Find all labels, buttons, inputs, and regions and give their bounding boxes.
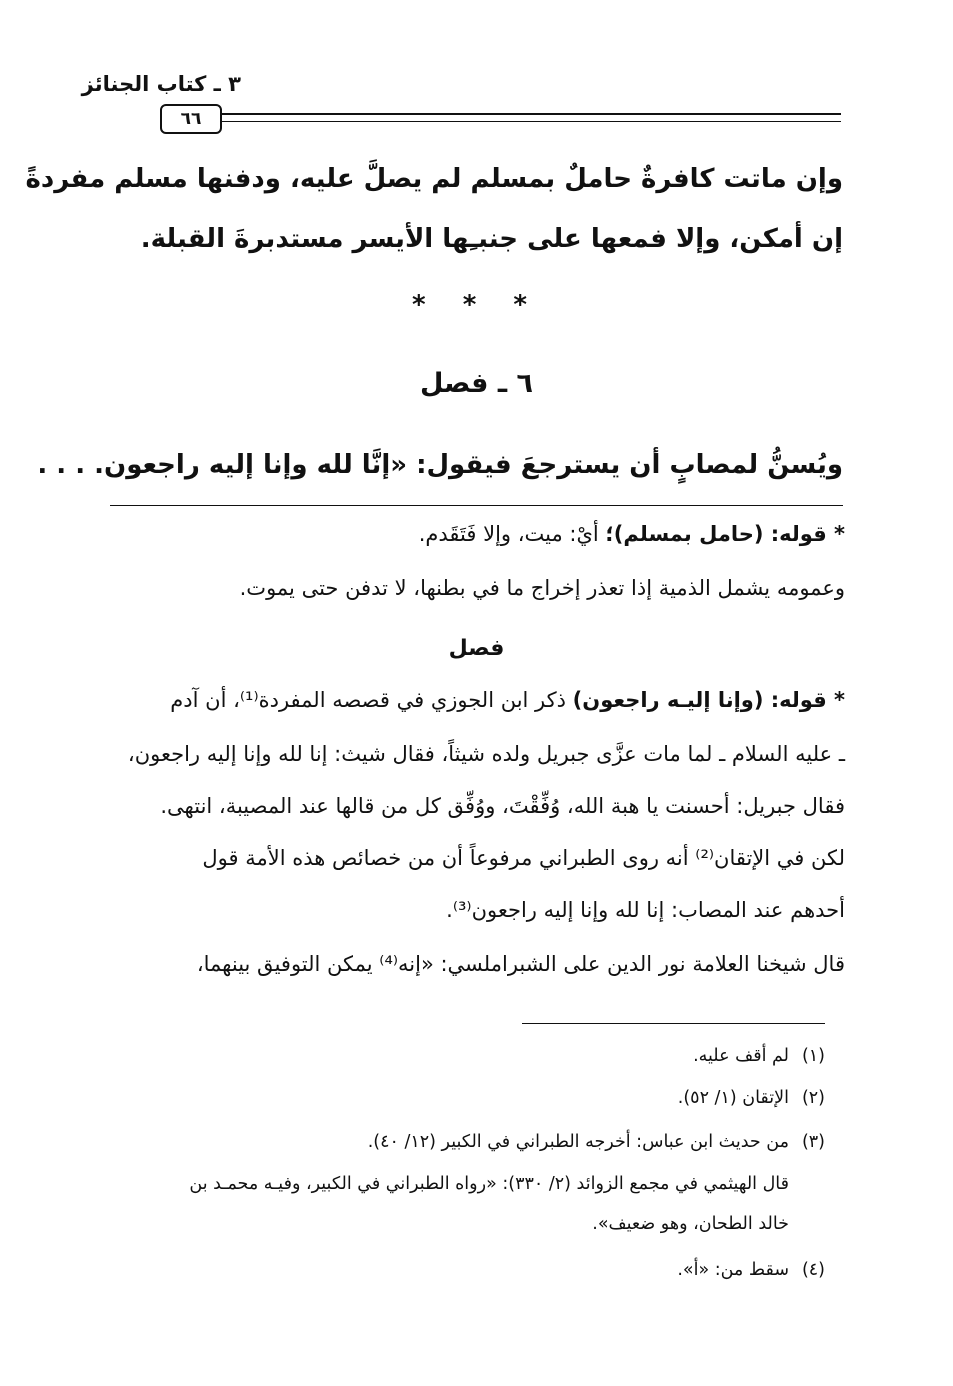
footnote-1 <box>115 1046 825 1066</box>
footnote-3-continuation-line-1: قال الهيثمي في مجمع الزوائد (٢/ ٣٣٠): «رواه الطبراني في الكبير، وفيـه محمـد بن <box>189 1174 789 1194</box>
header-rule <box>218 113 841 122</box>
commentary-label: * قوله: (حامل بمسلم)؛ <box>605 522 845 546</box>
footnote-divider <box>522 1023 825 1024</box>
commentary-paragraph-5: قال شيخنا العلامة نور الدين على الشبراملسي: «إنه⁽⁴⁾ يمكن التوفيق بينهما، <box>196 952 845 976</box>
running-header-title: ٣ ـ كتاب الجنائز <box>81 72 241 96</box>
footnote-number: (٤) <box>801 1260 825 1280</box>
matn-line-2: إن أمكن، وإلا فمعها على جنبـِها الأيسر مستدبرةَ القبلة. <box>140 224 843 254</box>
commentary-paragraph-3-line-2: ـ عليه السلام ـ لما مات عزَّى جبريل ولده شيثاً، فقال شيث: إنا لله وإنا إليه راجعون، <box>127 742 845 766</box>
footnote-4 <box>115 1260 825 1280</box>
footnote-number: (٣) <box>801 1132 825 1152</box>
footnote-3 <box>115 1132 825 1152</box>
section-separator: * * * <box>412 290 541 320</box>
footnote-number: (١) <box>801 1046 825 1066</box>
footnote-2 <box>115 1088 825 1108</box>
commentary-paragraph-4-line-1: لكن في الإتقان⁽²⁾ أنه روى الطبراني مرفوعاً أن من خصائص هذه الأمة قول <box>202 846 845 870</box>
footnote-text: من حديث ابن عباس: أخرجه الطبراني في الكبير (١٢/ ٤٠). <box>367 1132 789 1152</box>
commentary-paragraph-3-line-1 <box>108 688 845 712</box>
commentary-label: * قوله: (وإنا إليـه راجعون) <box>572 688 845 712</box>
footnote-number: (٢) <box>801 1088 825 1108</box>
section-heading: ٦ ـ فصل <box>420 368 533 399</box>
commentary-paragraph-3-line-3: فقال جبريل: أحسنت يا هبة الله، وُفِّقْتَ، ووُفِّق كل من قالها عند المصيبة، انتهى. <box>160 794 845 818</box>
commentary-paragraph-4-line-2: أحدهم عند المصاب: إنا لله وإنا إليه راجعون⁽³⁾. <box>446 898 845 922</box>
commentary-paragraph-1 <box>108 522 845 546</box>
commentary-paragraph-2: وعمومه يشمل الذمية إذا تعذر إخراج ما في بطنها، لا تدفن حتى يموت. <box>239 576 845 600</box>
matn-line-1: وإن ماتت كافرةٌ حاملٌ بمسلم لم يصلَّ عليه، ودفنها مسلم مفردةً <box>25 164 843 194</box>
commentary-text: ذكر ابن الجوزي في قصصه المفردة⁽¹⁾، أن آدم <box>170 688 573 712</box>
matn-divider <box>110 505 843 506</box>
footnote-text: سقط من: «أ». <box>677 1260 789 1280</box>
matn-line-3: ويُسنُّ لمصابٍ أن يسترجعَ فيقول: «إنَّا لله وإنا إليه راجعون. . . . <box>37 450 843 480</box>
page-number: ٦٦ <box>160 104 222 134</box>
commentary-text: أيْ: ميت، وإلا فَتَقَدم. <box>418 522 606 546</box>
footnote-text: لم أقف عليه. <box>693 1046 789 1066</box>
footnote-3-continuation-line-2: خالد الطحان، وهو ضعيف». <box>592 1214 789 1234</box>
footnote-text: الإتقان (١/ ٥٢). <box>677 1088 789 1108</box>
sub-section-heading: فصل <box>448 636 505 661</box>
